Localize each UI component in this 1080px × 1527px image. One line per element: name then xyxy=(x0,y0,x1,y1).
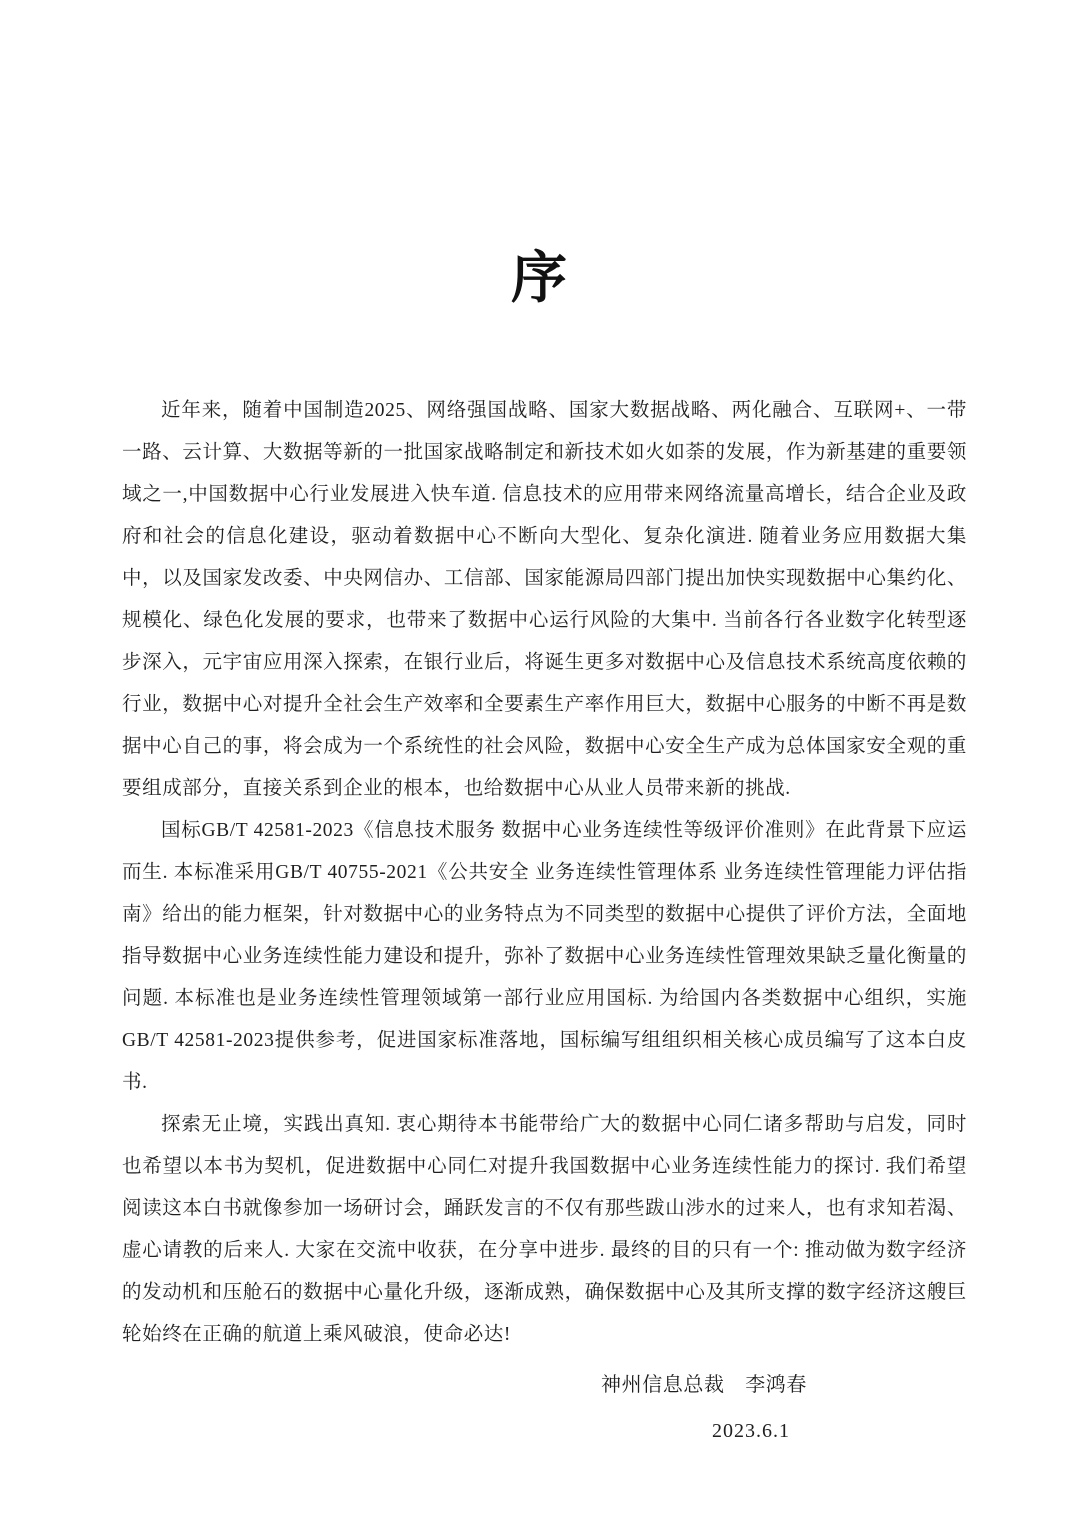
page-title: 序 xyxy=(511,248,569,310)
preface-body xyxy=(122,390,967,1452)
signature-date: 2023.6.1 xyxy=(712,1420,790,1442)
preface-paragraph-3: 探索无止境，实践出真知. 衷心期待本书能带给广大的数据中心同仁诸多帮助与启发，同时也希望以本书为契机，促进数据中心同仁对提升我国数据中心业务连续性能力的探讨. 我们希望阅读这本白书就像参加一场研讨会，踊跃发言的不仅有那些跋山涉水的过来人，也有求知若渴、虚心请教的后来人. 大家在交流中收获，在分享中进步. 最终的目的只有一个: 推动做为数字经济的发动机和压舱石的数据中心量化升级，逐渐成熟，确保数据中心及其所支撑的数字经济这艘巨轮始终在正确的航道上乘风破浪，使命必达! xyxy=(122,1114,967,1345)
preface-paragraph-2: 国标GB/T 42581-2023《信息技术服务 数据中心业务连续性等级评价准则》在此背景下应运而生. 本标准采用GB/T 40755-2021《公共安全 业务连续性管理体系 业务连续性管理能力评估指南》给出的能力框架，针对数据中心的业务特点为不同类型的数据中心提供了评价方法，全面地指导数据中心业务连续性能力建设和提升，弥补了数据中心业务连续性管理效果缺乏量化衡量的问题. 本标准也是业务连续性管理领域第一部行业应用国标. 为给国内各类数据中心组织，实施GB/T 42581-2023提供参考，促进国家标准落地，国标编写组组织相关核心成员编写了这本白皮书. xyxy=(122,820,967,1093)
signature-block xyxy=(122,1364,967,1452)
preface-paragraph-1: 近年来，随着中国制造2025、网络强国战略、国家大数据战略、两化融合、互联网+、一带一路、云计算、大数据等新的一批国家战略制定和新技术如火如荼的发展，作为新基建的重要领域之一,中国数据中心行业发展进入快车道. 信息技术的应用带来网络流量高增长，结合企业及政府和社会的信息化建设，驱动着数据中心不断向大型化、复杂化演进. 随着业务应用数据大集中，以及国家发改委、中央网信办、工信部、国家能源局四部门提出加快实现数据中心集约化、规模化、绿色化发展的要求，也带来了数据中心运行风险的大集中. 当前各行各业数字化转型逐步深入，元宇宙应用深入探索，在银行业后，将诞生更多对数据中心及信息技术系统高度依赖的行业，数据中心对提升全社会生产效率和全要素生产率作用巨大，数据中心服务的中断不再是数据中心自己的事，将会成为一个系统性的社会风险，数据中心安全生产成为总体国家安全观的重要组成部分，直接关系到企业的根本，也给数据中心从业人员带来新的挑战. xyxy=(122,400,967,799)
signature-name: 神州信息总裁 李鸿春 xyxy=(601,1374,807,1396)
